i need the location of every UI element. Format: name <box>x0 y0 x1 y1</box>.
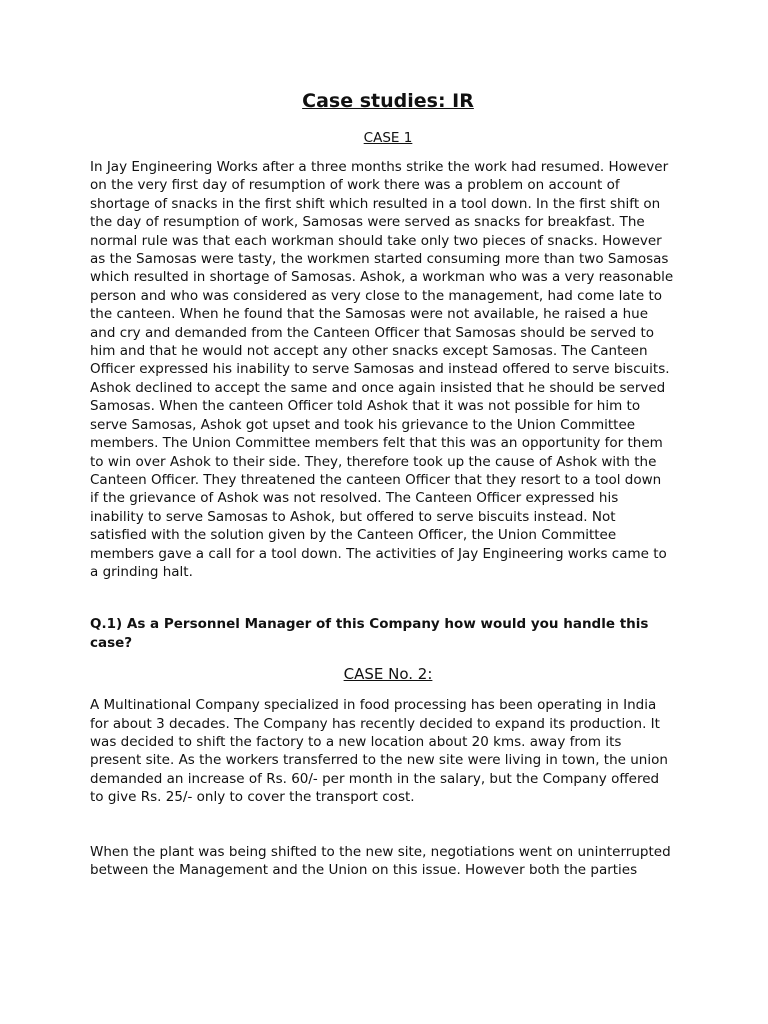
case1-heading: CASE 1 <box>363 130 413 146</box>
case1-question: Q.1) As a Personnel Manager of this Company how would you handle this case? <box>90 616 649 651</box>
case2-paragraph-2: When the plant was being shifted to the new site, negotiations went on uninterrupted between the Management and the Union on this issue. However both the parties <box>90 843 671 878</box>
case1-paragraph: In Jay Engineering Works after a three months strike the work had resumed. However on the very first day of resumption of work there was a problem on account of shortage of snacks in the first shift which resulted in a tool down. In the first shift on the day of resumption of work, Samosas were served as snacks for breakfast. The normal rule was that each workman should take only two pieces of snacks. However as the Samosas were tasty, the workmen started consuming more than two Samosas which resulted in shortage of Samosas. Ashok, a workman who was a very reasonable person and who was considered as very close to the management, had come late to the canteen. When he found that the Samosas were not available, he raised a hue and cry and demanded from the Canteen Officer that Samosas should be served to him and that he would not accept any other snacks except Samosas. The Canteen Officer expressed his inability to serve Samosas and instead offered to serve biscuits. Ashok declined to accept the same and once again insisted that he should be served Samosas. When the canteen Officer told Ashok that it was not possible for him to serve Samosas, Ashok got upset and took his grievance to the Union Committee members. The Union Committee members felt that this was an opportunity for them to win over Ashok to their side. They, therefore took up the cause of Ashok with the Canteen Officer. They threatened the canteen Officer that they resort to a tool down if the grievance of Ashok was not resolved. The Canteen Officer expressed his inability to serve Samosas to Ashok, but offered to serve biscuits instead. Not satisfied with the solution given by the Canteen Officer, the Union Committee members gave a call for a tool down. The activities of Jay Engineering works came to a grinding halt. <box>90 159 674 580</box>
document-title: Case studies: IR <box>302 90 474 112</box>
case2-paragraph-1: A Multinational Company specialized in food processing has been operating in India for about 3 decades. The Company has recently decided to expand its production. It was decided to shift the factory to a new location about 20 kms. away from its present site. As the workers transferred to the new site were living in town, the union demanded an increase of Rs. 60/- per month in the salary, but the Company offered to give Rs. 25/- only to cover the transport cost. <box>90 697 668 806</box>
document-page <box>90 88 686 879</box>
case2-heading: CASE No. 2: <box>343 665 433 684</box>
